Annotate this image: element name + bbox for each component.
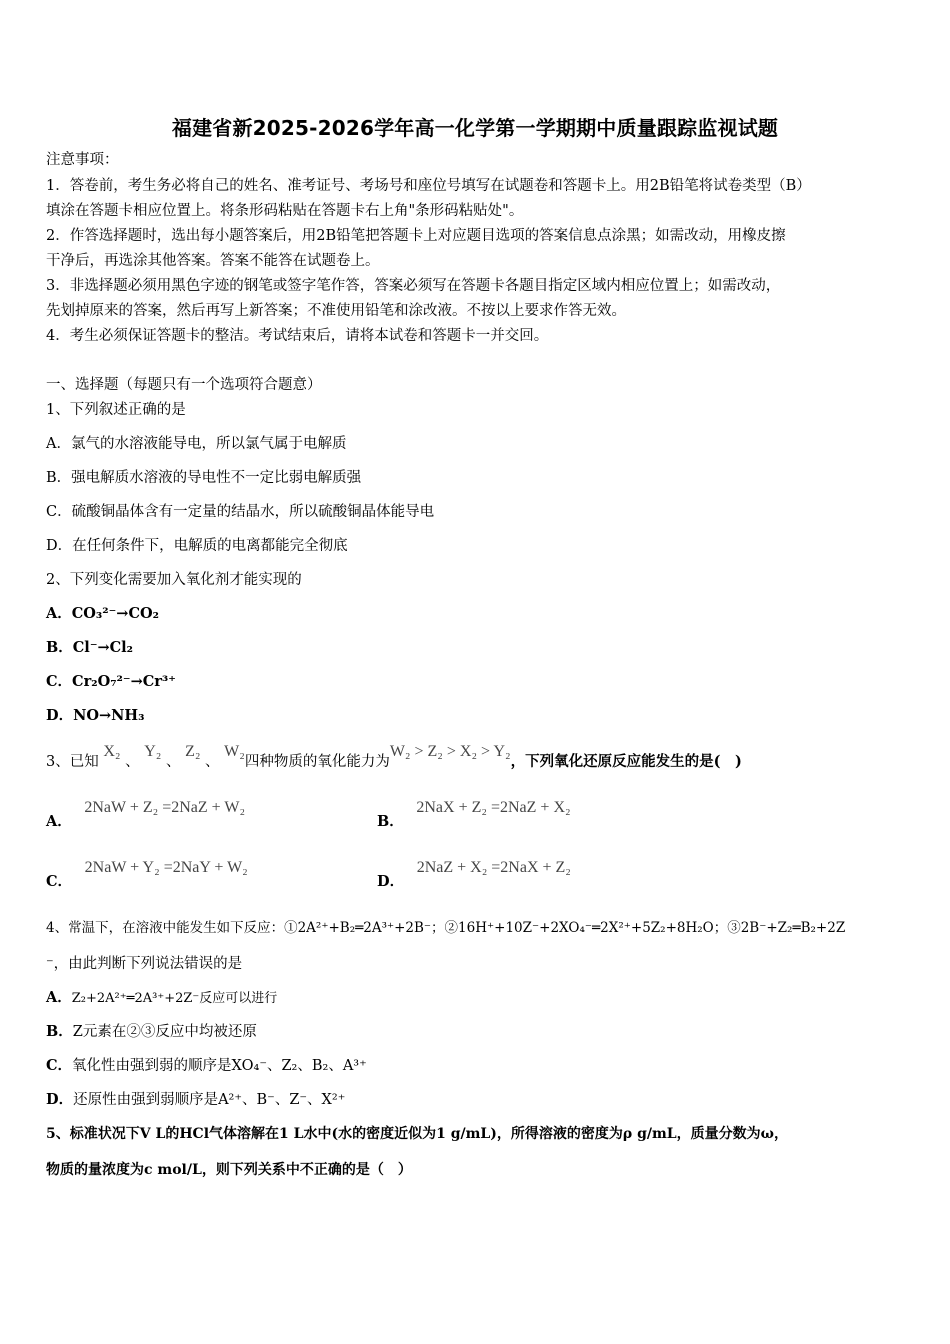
q2-stem: 2、下列变化需要加入氧化剂才能实现的 xyxy=(46,572,302,588)
q3-option-c-formula: 2NaW + Y₂ =2NaY + W₂ xyxy=(84,859,248,876)
q3-option-a-formula: 2NaW + Z₂ =2NaZ + W₂ xyxy=(84,799,246,816)
note-1-line-1: 1．答卷前，考生务必将自己的姓名、准考证号、考场号和座位号填写在试题卷和答题卡上。用2B铅笔将试卷类型（B） xyxy=(46,178,811,194)
q2-option-d-formula: NO→NH₃ xyxy=(73,707,145,724)
q3-option-d xyxy=(377,859,777,890)
q4-option-d-text: 还原性由强到弱顺序是A²⁺、B⁻、Z⁻、X²⁺ xyxy=(73,1092,346,1108)
q2-option-a xyxy=(46,604,908,624)
q3-option-a-label: A． xyxy=(46,813,72,830)
q2-option-b xyxy=(46,638,908,658)
q3-option-b-label: B． xyxy=(377,813,404,830)
q2-option-b-formula: Cl⁻→Cl₂ xyxy=(72,639,134,656)
q4-option-c xyxy=(46,1056,908,1076)
q3-option-b-formula: 2NaX + Z₂ =2NaZ + X₂ xyxy=(416,799,571,816)
note-2-line-2: 干净后，再选涂其他答案。答案不能答在试题卷上。 xyxy=(46,253,380,269)
q2-option-d xyxy=(46,706,908,726)
note-3-line-2: 先划掉原来的答案，然后再写上新答案；不准使用铅笔和涂改液。不按以上要求作答无效。 xyxy=(46,303,626,319)
q3-sep-3: 、 xyxy=(205,754,220,770)
q1-stem: 1、下列叙述正确的是 xyxy=(46,402,186,418)
q1-option-b: B．强电解质水溶液的导电性不一定比弱电解质强 xyxy=(46,470,362,486)
q3-option-b xyxy=(377,799,777,830)
q4-option-c-text: 氧化性由强到弱的顺序是XO₄⁻、Z₂、B₂、A³⁺ xyxy=(72,1058,367,1074)
section-heading: 一、选择题（每题只有一个选项符合题意） xyxy=(46,377,322,393)
q3-option-d-label: D． xyxy=(377,873,405,890)
q4-option-d xyxy=(46,1090,908,1110)
q2-option-c-label: C． xyxy=(46,673,73,690)
q4-option-b-text: Z元素在②③反应中均被还原 xyxy=(72,1024,257,1040)
q3-sep-2: 、 xyxy=(165,754,181,770)
note-3-line-1: 3．非选择题必须用黑色字迹的钢笔或签字笔作答，答案必须写在答题卡各题目指定区域内相应位置上；如需改动， xyxy=(46,278,781,294)
q4-stem-line-1: 4、常温下，在溶液中能发生如下反应：①2A²⁺+B₂═2A³⁺+2B⁻；②16H⁺+10Z⁻+2XO₄⁻═2X²⁺+5Z₂+8H₂O；③2B⁻+Z₂═B₂+2Z xyxy=(46,920,846,936)
q2-option-d-label: D． xyxy=(46,707,74,724)
q3-sep-1: 、 xyxy=(125,754,140,770)
q4-option-a xyxy=(46,988,908,1009)
q2-option-c xyxy=(46,672,908,692)
q2-option-b-label: B． xyxy=(46,639,73,656)
q4-option-a-label: A． xyxy=(46,989,72,1006)
page-title: 福建省新2025-2026学年高一化学第一学期期中质量跟踪监视试题 xyxy=(171,116,779,140)
note-2-line-1: 2．作答选择题时，选出每小题答案后，用2B铅笔把答题卡上对应题目选项的答案信息点涂黑；如需改动，用橡皮擦 xyxy=(46,228,786,244)
q3-species-y2: Y₂ xyxy=(144,743,162,760)
q4-option-b-label: B． xyxy=(46,1023,73,1040)
q3-option-c-label: C． xyxy=(46,873,73,890)
q5-stem-line-2: 物质的量浓度为c mol/L，则下列关系中不正确的是（ ） xyxy=(46,1162,412,1178)
q3-mid: 四种物质的氧化能力为 xyxy=(244,754,390,770)
q3-prefix: 3、已知 xyxy=(46,754,99,770)
q3-option-c xyxy=(46,859,376,890)
q3-species-z2: Z₂ xyxy=(185,743,201,760)
q3-suffix: ，下列氧化还原反应能发生的是( ) xyxy=(510,753,742,770)
q1-option-d: D．在任何条件下，电解质的电离都能完全彻底 xyxy=(46,538,348,554)
q4-option-a-text: Z₂+2A²⁺═2A³⁺+2Z⁻反应可以进行 xyxy=(71,991,278,1006)
q2-option-c-formula: Cr₂O₇²⁻→Cr³⁺ xyxy=(72,673,176,690)
q2-option-a-formula: CO₃²⁻→CO₂ xyxy=(71,605,159,622)
q4-option-b xyxy=(46,1022,908,1042)
q3-option-a xyxy=(46,799,376,830)
note-1-line-2: 填涂在答题卡相应位置上。将条形码粘贴在答题卡右上角"条形码粘贴处"。 xyxy=(46,203,524,219)
q4-stem-line-2: ⁻，由此判断下列说法错误的是 xyxy=(46,956,243,972)
q3-order: W₂ > Z₂ > X₂ > Y₂ xyxy=(389,743,511,760)
note-4: 4．考生必须保证答题卡的整洁。考试结束后，请将本试卷和答题卡一并交回。 xyxy=(46,328,549,344)
q1-option-c: C．硫酸铜晶体含有一定量的结晶水，所以硫酸铜晶体能导电 xyxy=(46,504,435,520)
notes-heading: 注意事项： xyxy=(46,152,119,168)
q4-option-c-label: C． xyxy=(46,1057,73,1074)
q3-option-d-formula: 2NaZ + X₂ =2NaX + Z₂ xyxy=(416,859,571,876)
q1-option-a: A．氯气的水溶液能导电，所以氯气属于电解质 xyxy=(46,436,347,452)
q3-species-w2: W₂ xyxy=(224,743,245,760)
q4-option-d-label: D． xyxy=(46,1091,74,1108)
q5-stem-line-1: 5、标准状况下V L的HCl气体溶解在1 L水中(水的密度近似为1 g/mL)，所得溶液的密度为ρ g/mL，质量分数为ω， xyxy=(46,1126,788,1142)
q2-option-a-label: A． xyxy=(46,605,72,622)
q3-stem xyxy=(46,743,908,772)
q3-species-x2: X₂ xyxy=(103,743,121,760)
